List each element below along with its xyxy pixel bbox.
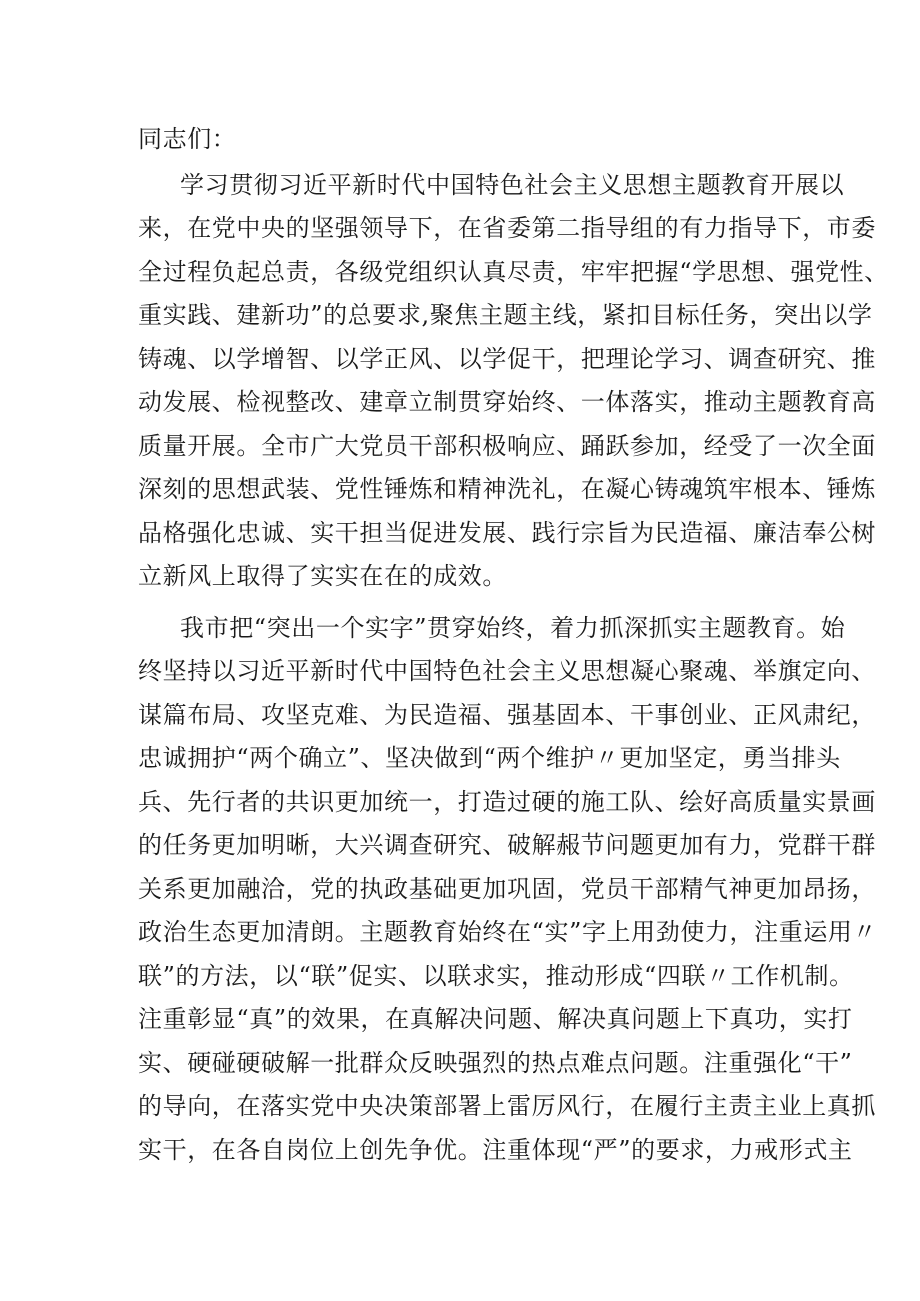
paragraph-line: 谋篇布局、攻坚克难、为民造福、强基固本、干事创业、正风肃纪， [138,700,876,729]
salutation: 同志们： [138,125,237,153]
paragraph-line: 来，在党中央的坚强领导下，在省委第二指导组的有力指导下，市委 [138,214,876,242]
paragraph-line: 深刻的思想武装、党性锤炼和精神洗礼，在凝心铸魂筑牢根本、锤炼 [138,475,876,503]
paragraph-line: 实干，在各自岗位上创先争优。注重体现“严”的要求，力戒形式主 [138,1135,853,1164]
paragraph-1 [138,164,889,599]
paragraph-line: 全过程负起总责，各级党组织认真尽责，牢牢把握“学思想、强党性、 [138,257,889,286]
paragraph-line: 学习贯彻习近平新时代中国特色社会主义思想主题教育开展以 [180,170,845,199]
paragraph-line: 质量开展。全市广大党员干部积极响应、踊跃参加，经受了一次全面 [138,431,876,460]
paragraph-line: 实、硬碰硬破解一批群众反映强烈的热点难点问题。注重强化“干” [138,1048,853,1077]
paragraph-line: 铸魂、以学增智、以学正风、以学促干，把理论学习、调查研究、推 [138,344,876,373]
paragraph-line: 政治生态更加清朗。主题教育始终在“实”字上用劲使力，注重运用〃 [138,918,878,946]
paragraph-line: 终坚持以习近平新时代中国特色社会主义思想凝心聚魂、举旗定向、 [138,657,876,685]
paragraph-line: 立新风上取得了实实在在的成效。 [138,562,507,590]
paragraph-spacer [138,599,798,607]
paragraph-line: 关系更加融洽，党的执政基础更加巩固，党员干部精气神更加昂扬， [138,874,876,903]
paragraph-line: 我市把“突出一个实字”贯穿始终，着力抓深抓实主题教育。始 [180,613,846,642]
document-body [138,118,889,1172]
paragraph-line: 忠诚拥护“两个确立”、坚决做到“两个维护〃更加坚定，勇当排头 [138,744,841,772]
paragraph-line: 注重彰显“真”的效果，在真解决问题、解决真问题上下真功，实打 [138,1005,853,1033]
paragraph-line: 联”的方法，以“联”促实、以联求实，推动形成“四联〃工作机制。 [138,961,854,990]
paragraph-line: 的任务更加明晰，大兴调查研究、破解赧节问题更加有力，党群干群 [138,831,876,859]
paragraph-line: 兵、先行者的共识更加统一，打造过硬的施工队、绘好高质量实景画 [138,787,876,816]
paragraph-2 [138,607,878,1173]
paragraph-line: 重实践、建新功”的总要求,聚焦主题主线，紧扣目标任务，突出以学 [138,301,873,329]
paragraph-line: 动发展、检视整改、建章立制贯穿始终、一体落实，推动主题教育高 [138,388,876,416]
paragraph-line: 的导向，在落实党中央决策部署上雷厉风行，在履行主责主业上真抓 [138,1092,876,1120]
paragraph-line: 品格强化忠诚、实干担当促进发展、践行宗旨为民造福、廉洁奉公树 [138,518,876,547]
